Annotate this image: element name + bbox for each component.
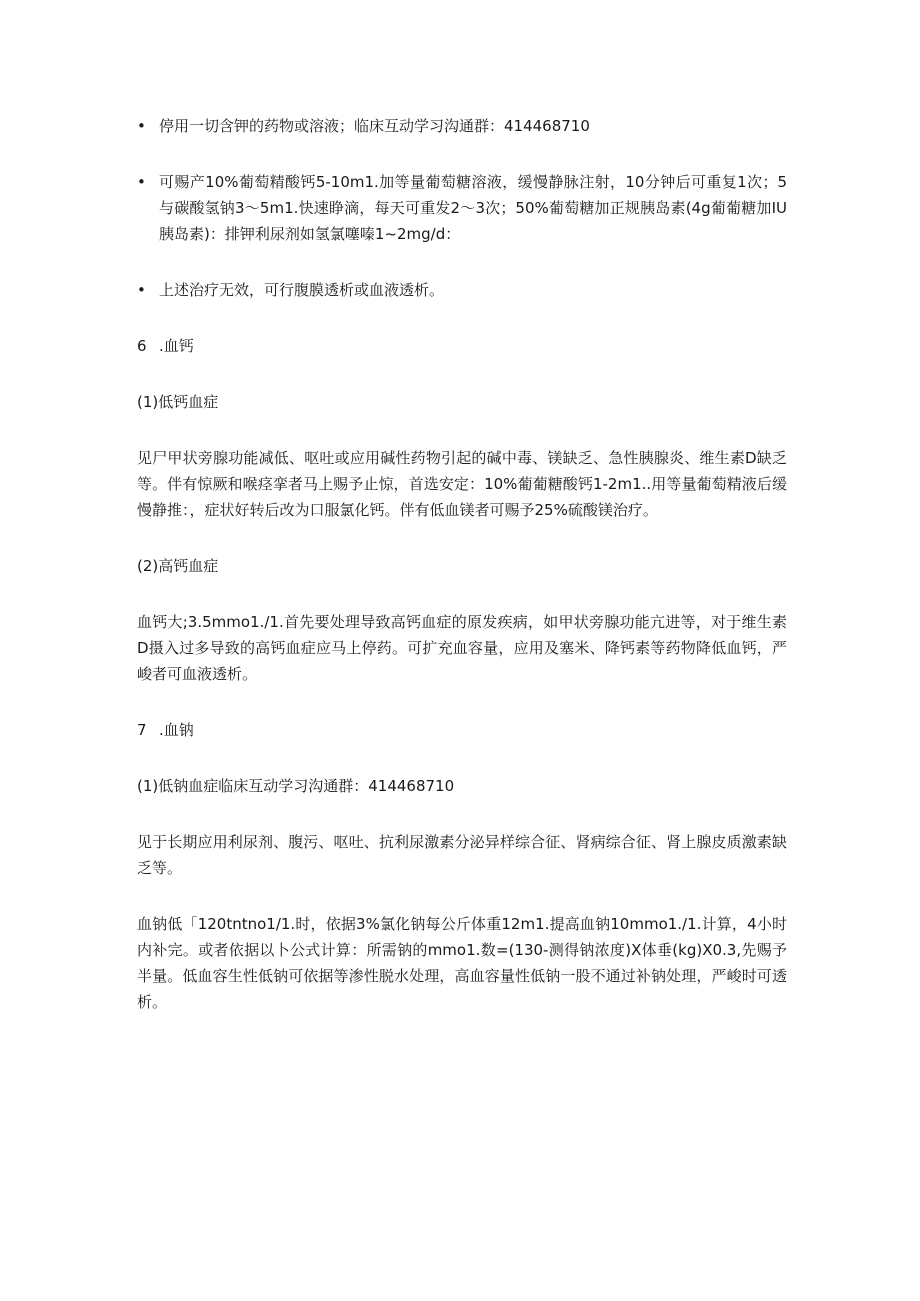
bullet-text: 可赐产10%葡萄精酸钙5-10m1.加等量葡萄糖溶液，缓慢静脉注射，10分钟后可重复1次；5与碳酸氢钠3〜5m1.快速睁滴，每天可重发2〜3次；50%葡萄糖加正规胰岛素(4g葡葡糖加IU胰岛素)：排钾利尿剂如氢氯噻嗪1~2mg/d：: [159, 173, 787, 243]
section-title: .血钠: [159, 721, 194, 739]
bullet-icon: •: [137, 173, 146, 191]
section-heading-blood-calcium: [137, 333, 787, 359]
bullet-text: 上述治疗无效，可行腹膜透析或血液透析。: [159, 281, 445, 299]
paragraph-hypocalcemia: 见尸甲状旁腺功能减低、呕吐或应用碱性药物引起的碱中毒、镁缺乏、急性胰腺炎、维生素D缺乏等。伴有惊厥和喉痉挛者马上赐予止惊，首选安定：10%葡葡糖酸钙1-2m1..用等量葡萄精液后缓慢静推：，症状好转后改为口服氯化钙。伴有低血镁者可赐予25%硫酸镁治疗。: [137, 449, 787, 519]
paragraph-hyponatremia-treatment: 血钠低「120tntno1/1.时，依据3%氯化钠每公斤体重12m1.提高血钠10mmo1./1.计算，4小时内补完。或者依据以卜公式计算：所需钠的mmo1.数=(130-测得钠浓度)X体垂(kg)X0.3,先赐予半量。低血容生性低钠可依据等渗性脱水处理，高血容量性低钠一股不通过补钠处理，严峻时可透析。: [137, 915, 787, 1011]
bullet-icon: •: [137, 117, 146, 135]
section-number: 7: [137, 721, 147, 739]
section-title: .血钙: [159, 337, 194, 355]
bullet-text: 停用一切含钾的药物或溶液；临床互动学习沟通群：414468710: [159, 117, 590, 135]
bullet-item-dialysis: [137, 277, 787, 303]
section-heading-blood-sodium: [137, 717, 787, 743]
document-body: [137, 113, 787, 1045]
bullet-item-stop-potassium: [137, 113, 787, 139]
bullet-item-calcium-gluconate: [137, 169, 787, 247]
paragraph-hyponatremia-causes: 见于长期应用利尿剂、腹污、呕吐、抗利尿激素分泌异样综合征、肾病综合征、肾上腺皮质激素缺乏等。: [137, 833, 787, 877]
bullet-icon: •: [137, 281, 146, 299]
subsection-title-hyponatremia: (1)低钠血症临床互动学习沟通群：414468710: [137, 777, 455, 795]
subsection-title-hypercalcemia: (2)高钙血症: [137, 557, 219, 575]
section-number: 6: [137, 337, 147, 355]
paragraph-hypercalcemia: 血钙大;3.5mmo1./1.首先要处理导致高钙血症的原发疾病，如甲状旁腺功能亢进等，对于维生素D摄入过多导致的高钙血症应马上停药。可扩充血容量，应用及塞米、降钙素等药物降低血钙，严峻者可血液透析。: [137, 613, 787, 683]
subsection-title-hypocalcemia: (1)低钙血症: [137, 393, 219, 411]
